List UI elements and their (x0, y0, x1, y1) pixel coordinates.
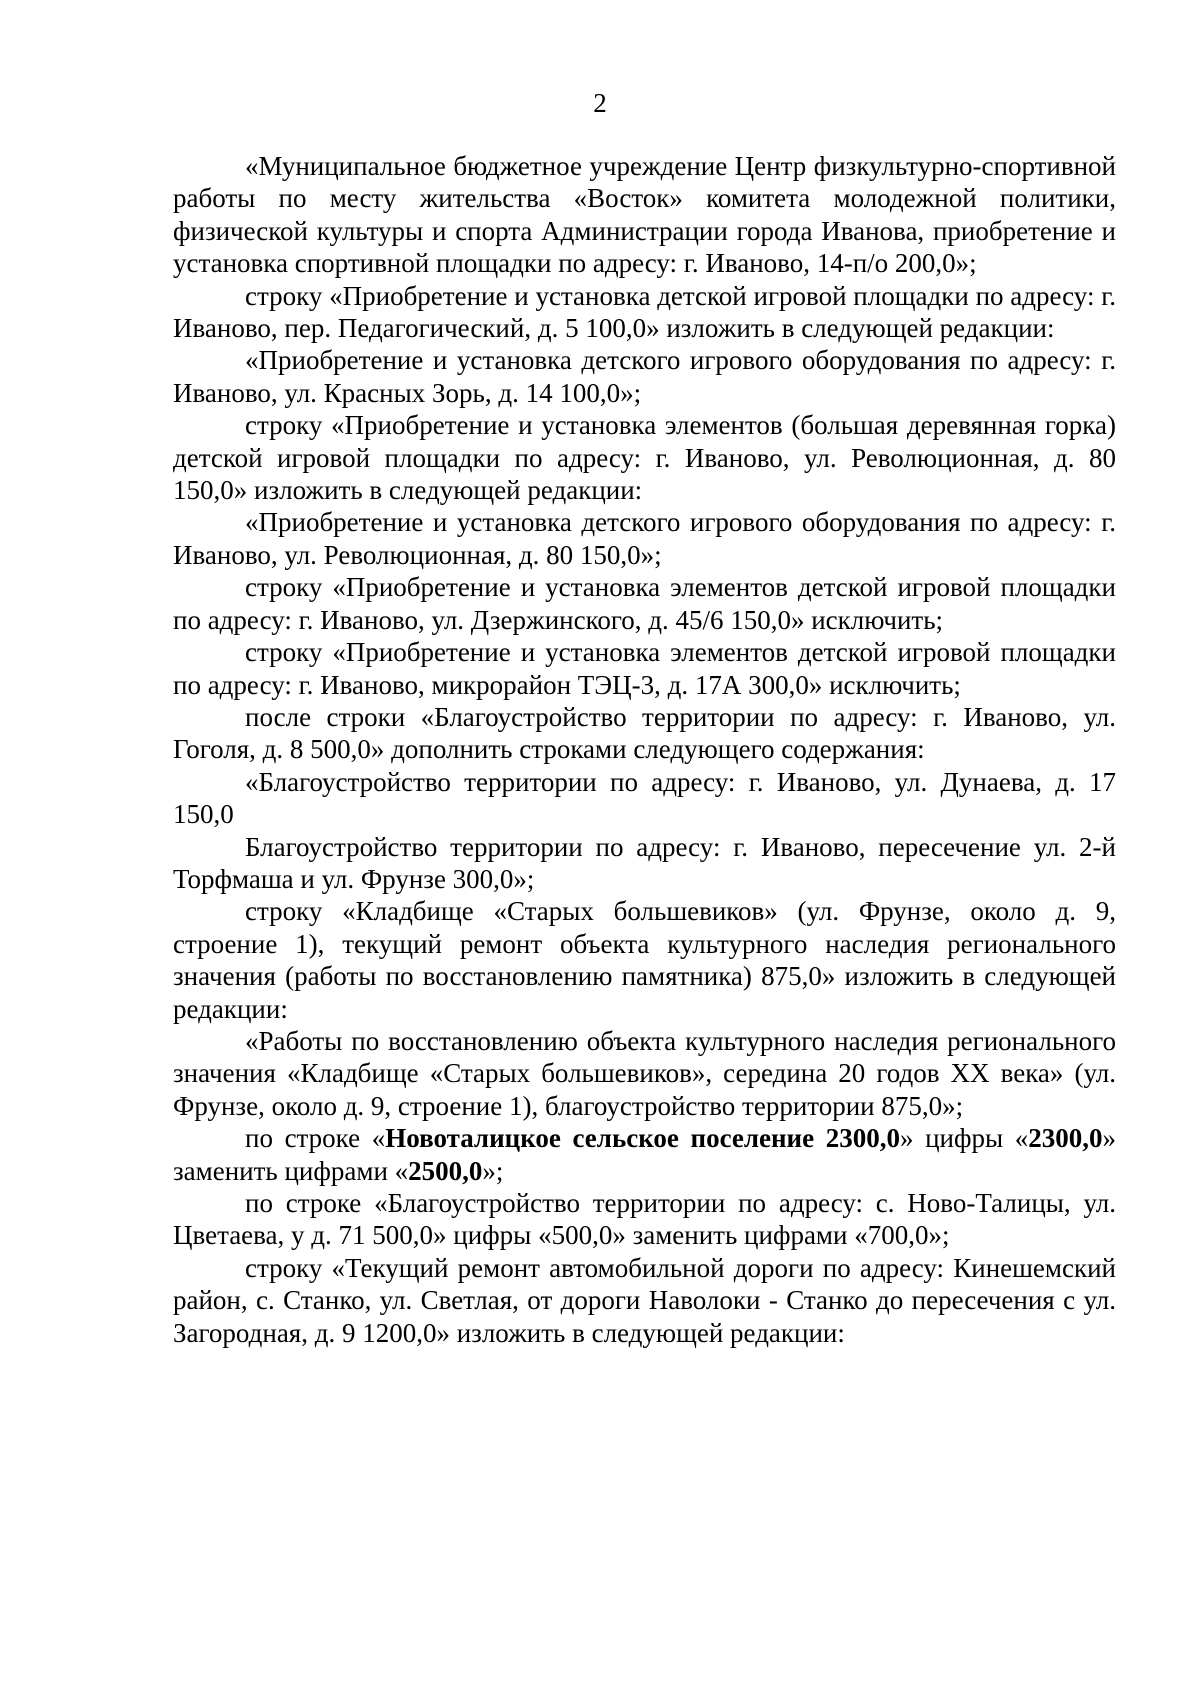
paragraph: «Приобретение и установка детского игрового оборудования по адресу: г. Иваново, ул. Революционная, д. 80 150,0»; (173, 507, 1116, 570)
paragraph-part: » цифры « (899, 1123, 1029, 1154)
paragraph: строку «Текущий ремонт автомобильной дороги по адресу: Кинешемский район, с. Станко, ул. Светлая, от дороги Наволоки - Станко до пересечения с ул. Загородная, д. 9 1200,0» изложить в следующей редакции: (173, 1252, 1116, 1348)
paragraph-part: »; (482, 1155, 504, 1186)
document-body (173, 150, 1116, 1349)
paragraph: «Работы по восстановлению объекта культурного наследия регионального значения «Кладбище «Старых большевиков», середина 20 годов XX века» (ул. Фрунзе, около д. 9, строение 1), благоустройство территории 875,0»; (173, 1025, 1116, 1121)
paragraph-with-bold (173, 1122, 1116, 1187)
paragraph: строку «Приобретение и установка элементов (большая деревянная горка) детской игровой площадки по адресу: г. Иваново, ул. Революционная, д. 80 150,0» изложить в следующей редакции: (173, 410, 1116, 506)
paragraph: строку «Приобретение и установка элементов детской игровой площадки по адресу: г. Иваново, микрорайон ТЭЦ-3, д. 17А 300,0» исключить; (173, 637, 1116, 700)
bold-text: Новоталицкое сельское поселение 2300,0 (385, 1123, 900, 1154)
paragraph: «Благоустройство территории по адресу: г. Иваново, ул. Дунаева, д. 17 150,0 (173, 766, 1116, 830)
paragraph: Благоустройство территории по адресу: г. Иваново, пересечение ул. 2-й Торфмаша и ул. Фрунзе 300,0»; (173, 831, 1116, 894)
paragraph-part: » заменить цифрами « (173, 1123, 1116, 1186)
paragraph: «Приобретение и установка детского игрового оборудования по адресу: г. Иваново, ул. Красных Зорь, д. 14 100,0»; (173, 345, 1116, 408)
paragraph: строку «Приобретение и установка детской игровой площадки по адресу: г. Иваново, пер. Педагогический, д. 5 100,0» изложить в следующей редакции: (173, 280, 1116, 344)
bold-text: 2500,0 (408, 1155, 483, 1186)
paragraph: по строке «Благоустройство территории по адресу: с. Ново-Талицы, ул. Цветаева, у д. 71 500,0» цифры «500,0» заменить цифрами «700,0»; (173, 1188, 1116, 1251)
page-number: 2 (593, 88, 607, 118)
bold-text: 2300,0 (1028, 1123, 1103, 1154)
paragraph: строку «Кладбище «Старых большевиков» (ул. Фрунзе, около д. 9, строение 1), текущий ремонт объекта культурного наследия регионального значения (работы по восстановлению памятника) 875,0» изложить в следующей редакции: (173, 896, 1116, 1024)
paragraph: «Муниципальное бюджетное учреждение Центр физкультурно-спортивной работы по месту жительства «Восток» комитета молодежной политики, физической культуры и спорта Администрации города Иванова, приобретение и установка спортивной площадки по адресу: г. Иваново, 14-п/о 200,0»; (173, 151, 1116, 279)
paragraph: после строки «Благоустройство территории по адресу: г. Иваново, ул. Гоголя, д. 8 500,0» дополнить строками следующего содержания: (173, 701, 1116, 765)
paragraph-part: по строке « (245, 1123, 386, 1154)
paragraph: строку «Приобретение и установка элементов детской игровой площадки по адресу: г. Иваново, ул. Дзержинского, д. 45/6 150,0» исключить; (173, 572, 1116, 635)
